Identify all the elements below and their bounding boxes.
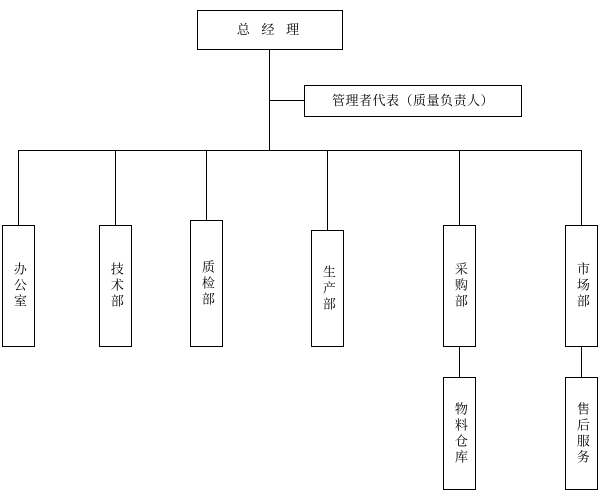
node-quality-inspection-department[interactable]: [190, 220, 223, 347]
node-office[interactable]: [2, 225, 35, 347]
node-label-general-manager: 总 经 理: [236, 21, 304, 37]
connector-gm-to-management-representative: [269, 100, 305, 101]
node-label-management-representative: 管理者代表（质量负责人）: [331, 92, 494, 108]
connector-purchasing-to-warehouse: [459, 347, 460, 377]
node-management-representative[interactable]: [304, 85, 522, 117]
node-label-material-warehouse: 物料仓库: [452, 401, 468, 466]
connector-marketing-to-aftersales: [581, 347, 582, 377]
connector-drop-office: [18, 150, 19, 225]
node-label-after-sales-service: 售后服务: [574, 401, 590, 466]
node-label-office: 办公室: [11, 262, 27, 310]
connector-department-bus: [18, 150, 581, 151]
connector-drop-tech: [115, 150, 116, 225]
node-after-sales-service[interactable]: [565, 377, 598, 490]
node-material-warehouse[interactable]: [443, 377, 476, 490]
node-production-department[interactable]: [311, 230, 344, 347]
node-marketing-department[interactable]: [565, 225, 598, 347]
node-label-technology-department: 技术部: [108, 262, 124, 310]
node-label-production-department: 生产部: [320, 264, 336, 313]
node-general-manager[interactable]: [197, 10, 343, 50]
connector-drop-purchasing: [459, 150, 460, 225]
node-label-marketing-department: 市场部: [574, 262, 590, 310]
node-purchasing-department[interactable]: [443, 225, 476, 347]
node-technology-department[interactable]: [99, 225, 132, 347]
node-label-quality-inspection-department: 质检部: [199, 259, 215, 308]
connector-drop-qc: [206, 150, 207, 220]
node-label-purchasing-department: 采购部: [452, 262, 468, 310]
connector-drop-production: [327, 150, 328, 230]
connector-drop-marketing: [581, 150, 582, 225]
